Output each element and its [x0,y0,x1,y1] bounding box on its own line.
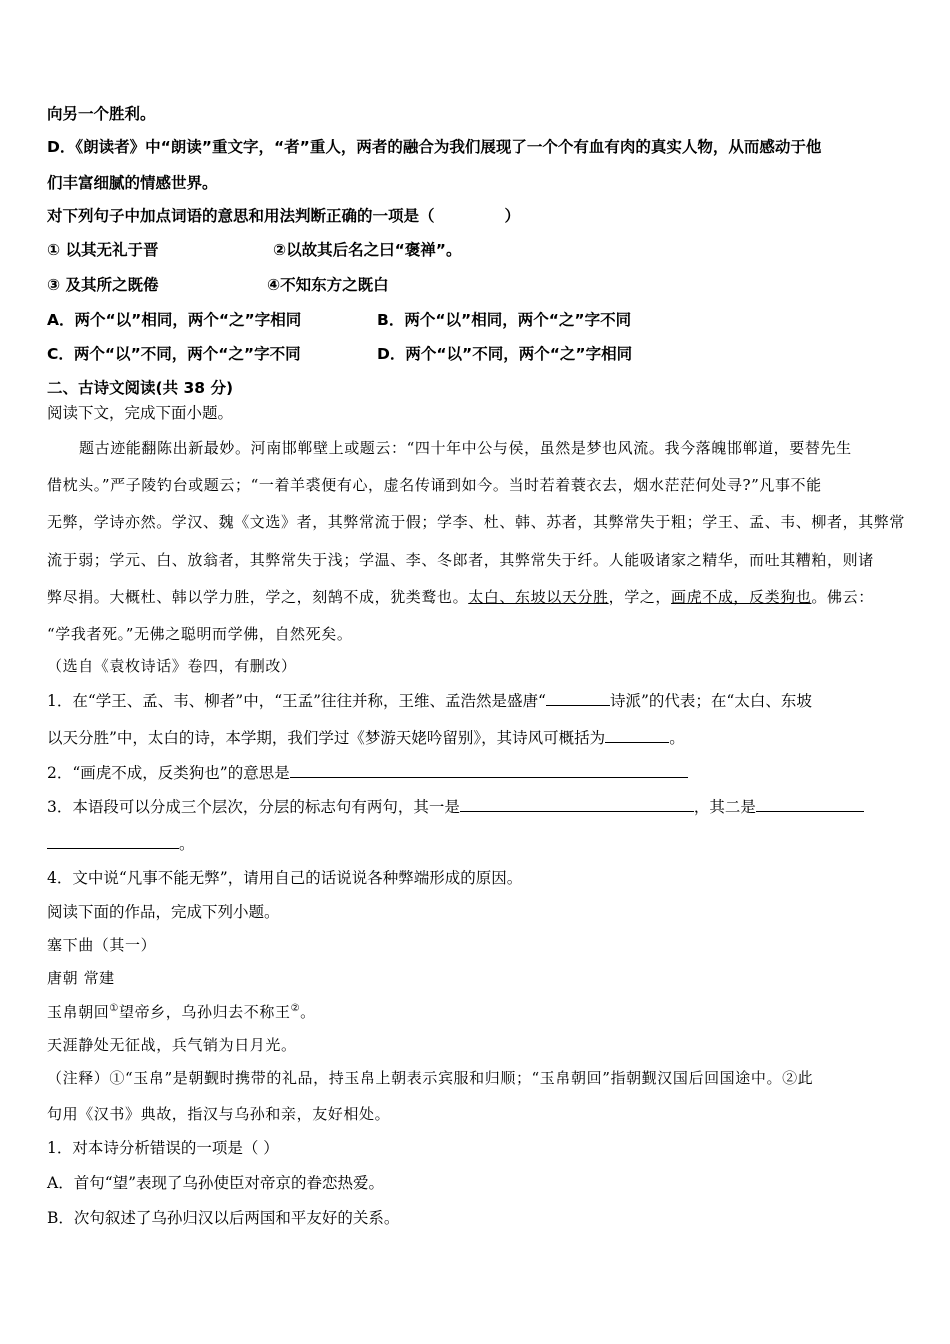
answer-blank[interactable] [605,727,669,743]
question-2 [47,762,688,783]
option-d-line-2: 们丰富细腻的情感世界。 [47,174,218,192]
poem-author: 唐朝 常建 [47,969,115,987]
question-stem-text: 对下列句子中加点词语的意思和用法判断正确的一项是（ [47,207,435,225]
poem-option-a: A．首句“望”表现了乌孙使臣对帝京的眷恋热爱。 [47,1174,385,1192]
passage-line-6: “学我者死。”无佛之聪明而学佛，自然死矣。 [47,625,353,643]
underlined-sentence-1: 太白、东坡以天分胜 [468,588,609,606]
question-3-line-1 [47,796,864,817]
question-1-text-c: 以天分胜”中，太白的诗，本学期，我们学过《梦游天姥吟留别》，其诗风可概括为 [47,729,606,747]
poem-option-b: B．次句叙述了乌孙归汉以后两国和平友好的关系。 [47,1209,400,1227]
poem-line-1-a: 玉帛朝回 [47,1003,110,1021]
passage-line-5-c: 。佛云： [811,588,874,606]
question-3-text-b: ，其二是 [693,798,756,816]
sentence-1: ① 以其无礼于晋 [47,241,159,259]
passage-line-3: 无弊，学诗亦然。学汉、魏《文选》者，其弊常流于假；学李、杜、韩、苏者，其弊常失于粗；学王、孟、韦、柳者，其弊常 [47,513,906,531]
question-1-text-d: 。 [669,729,685,747]
question-stem-end: ） [504,207,521,225]
passage-line-2: 借枕头。”严子陵钓台或题云；“一着羊裘便有心，虚名传诵到如今。当时若着蓑衣去，烟水茫茫何处寻?”凡事不能 [47,476,822,494]
option-c: C．两个“以”不同，两个“之”字不同 [47,345,301,363]
question-1-line-1 [47,690,812,711]
question-4: 4．文中说“凡事不能无弊”，请用自己的话说说各种弊端形成的原因。 [47,869,523,887]
question-3-text-c: 。 [179,835,195,853]
poem-title: 塞下曲（其一） [47,936,157,954]
passage-source: （选自《袁枚诗话》卷四，有删改） [47,657,297,675]
question-3-text-a: 3．本语段可以分成三个层次，分层的标志句有两句，其一是 [47,798,460,816]
answer-blank[interactable] [756,796,864,812]
poem-intro: 阅读下面的作品，完成下列小题。 [47,903,280,921]
poem-line-2: 天涯静处无征战，兵气销为日月光。 [47,1036,297,1054]
poem-line-1 [47,1002,316,1022]
footnote-mark-1: ① [109,1003,119,1014]
question-stem [47,206,520,226]
question-3-line-2 [47,833,195,854]
question-1-line-2 [47,727,685,748]
question-1-text-b: 诗派”的代表；在“太白、东坡 [609,692,812,710]
poem-line-1-b: 望帝乡，乌孙归去不称王 [118,1003,291,1021]
answer-blank[interactable] [460,796,694,812]
answer-blank[interactable] [290,762,688,778]
sentence-4: ④不知东方之既白 [267,276,389,294]
option-d-line-1: D．《朗读者》中“朗读”重文字，“者”重人，两者的融合为我们展现了一个个有血有肉的真实人物，从而感动于他 [47,138,822,156]
option-b: B．两个“以”相同，两个“之”字不同 [377,311,632,329]
underlined-sentence-2: 画虎不成，反类狗也 [671,588,812,606]
passage-line-5-b: ，学之， [608,588,672,606]
sentence-2: ②以故其后名之曰“褒禅”。 [273,241,462,259]
question-1-text-a: 1．在“学王、孟、韦、柳者”中，“王孟”往往并称，王维、孟浩然是盛唐“ [47,692,546,710]
poem-line-1-c: 。 [300,1003,316,1021]
section-intro: 阅读下文，完成下面小题。 [47,404,234,422]
poem-question-1: 1．对本诗分析错误的一项是（ ） [47,1139,279,1157]
passage-line-4: 流于弱；学元、白、放翁者，其弊常失于浅；学温、李、冬郎者，其弊常失于纤。人能吸诸家之精华，而吐其糟粕，则诸 [47,551,874,569]
option-a: A．两个“以”相同，两个“之”字相同 [47,311,302,329]
footnote-mark-2: ② [290,1003,301,1014]
sentence-3: ③ 及其所之既倦 [47,276,159,294]
passage-line-5 [47,587,874,607]
answer-blank[interactable] [546,690,610,706]
poem-note-1: （注释）①“玉帛”是朝觐时携带的礼品，持玉帛上朝表示宾服和归顺；“玉帛朝回”指朝觐汉国后回国途中。②此 [47,1069,814,1087]
section-heading: 二、古诗文阅读(共 38 分) [47,379,234,397]
question-2-text: 2．“画虎不成，反类狗也”的意思是 [47,764,290,782]
prev-line-end: 向另一个胜利。 [47,105,156,123]
passage-line-1: 题古迹能翻陈出新最妙。河南邯郸壁上或题云：“四十年中公与侯，虽然是梦也风流。我今落魄邯郸道，要替先生 [79,439,852,457]
passage-line-5-a: 弊尽捐。大概杜、韩以学力胜，学之，刻鹄不成，犹类鹜也。 [47,588,469,606]
answer-blank[interactable] [47,833,179,849]
poem-note-2: 句用《汉书》典故，指汉与乌孙和亲，友好相处。 [47,1105,391,1123]
option-d: D．两个“以”不同，两个“之”字相同 [377,345,633,363]
